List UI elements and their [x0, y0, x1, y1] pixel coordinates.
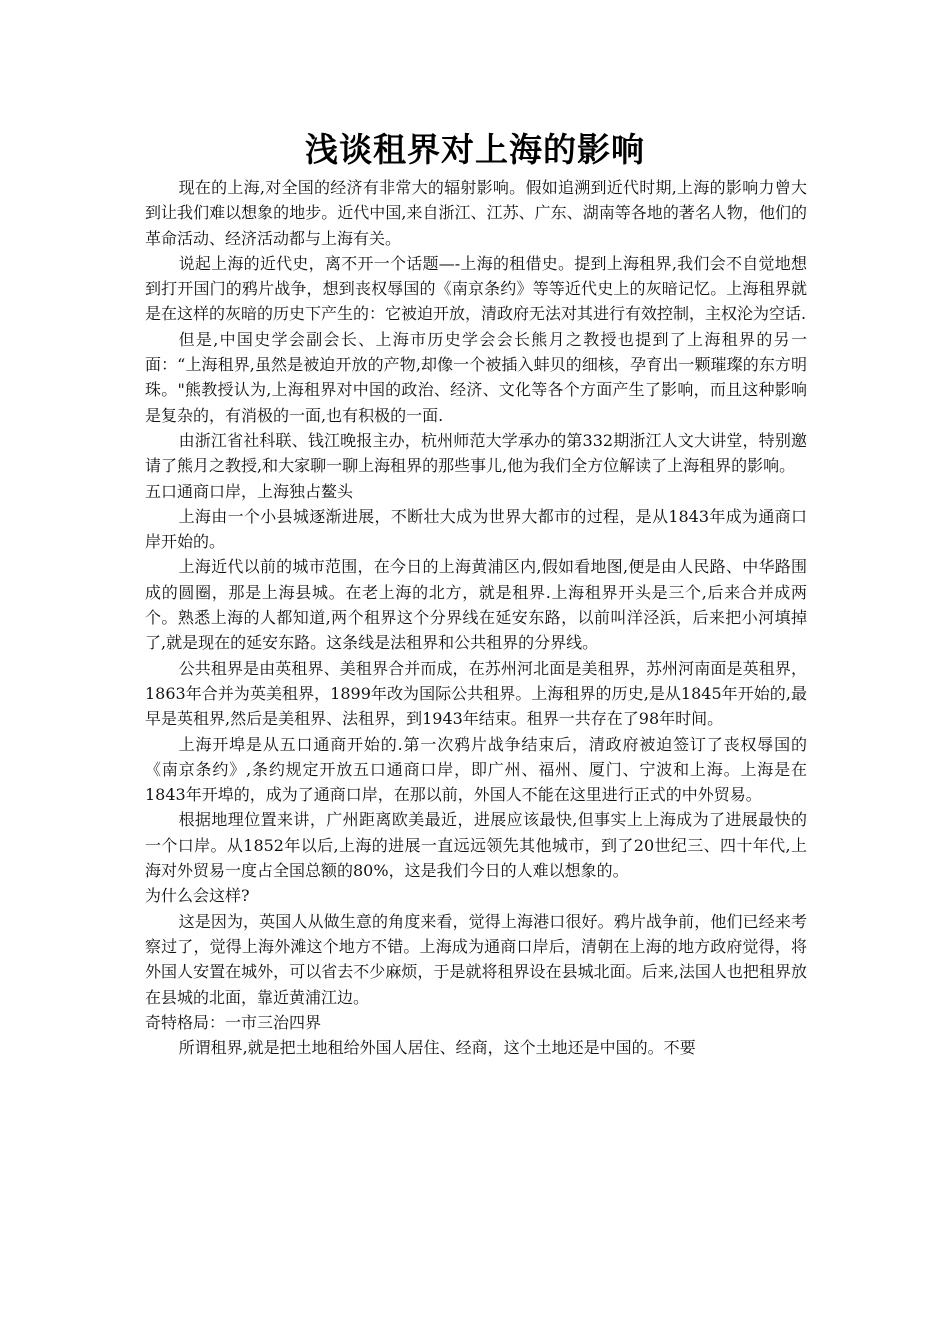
section-heading: 为什么会这样?	[145, 886, 250, 906]
paragraph: 上海开埠是从五口通商开始的.第一次鸦片战争结束后，清政府被迫签订了丧权辱国的《南京条约》,条约规定开放五口通商口岸，即广州、福州、厦门、宁波和上海。上海是在1843年开埠的，成为了通商口岸，在那以前，外国人不能在这里进行正式的中外贸易。	[145, 734, 807, 805]
paragraph: 上海近代以前的城市范围，在今日的上海黄浦区内,假如看地图,便是由人民路、中华路围成的圆圈，那是上海县城。在老上海的北方，就是租界.上海租界开头是三个,后来合并成两个。熟悉上海的人都知道,两个租界这个分界线在延安东路，以前叫洋泾浜，后来把小河填掉了,就是现在的延安东路。这条线是法租界和公共租界的分界线。	[145, 557, 807, 653]
paragraph: 根据地理位置来讲，广州距离欧美最近，进展应该最快,但事实上上海成为了进展最快的一个口岸。从1852年以后,上海的进展一直远远领先其他城市，到了20世纪三、四十年代,上海对外贸易一度占全国总额的80%，这是我们今日的人难以想象的。	[145, 810, 807, 881]
paragraph: 所谓租界,就是把土地租给外国人居住、经商，这个土地还是中国的。不要	[178, 1038, 696, 1058]
section-heading: 奇特格局：一市三治四界	[145, 1012, 322, 1032]
paragraph: 公共租界是由英租界、美租界合并而成，在苏州河北面是美租界，苏州河南面是英租界，1863年合并为英美租界，1899年改为国际公共租界。上海租界的历史,是从1845年开始的,最早是英租界,然后是美租界、法租界，到1943年结束。租界一共存在了98年时间。	[145, 658, 807, 729]
document-body	[145, 175, 807, 1060]
paragraph: 但是,中国史学会副会长、上海市历史学会会长熊月之教授也提到了上海租界的另一面：“上海租界,虽然是被迫开放的产物,却像一个被插入蚌贝的细核，孕育出一颗璀璨的东方明珠。"熊教授认为,上海租界对中国的政治、经济、文化等各个方面产生了影响，而且这种影响是复杂的，有消极的一面,也有积极的一面.	[145, 329, 807, 425]
document-title: 浅谈租界对上海的影响	[305, 130, 645, 169]
paragraph: 说起上海的近代史，离不开一个话题—-上海的租借史。提到上海租界,我们会不自觉地想到打开国门的鸦片战争，想到丧权辱国的《南京条约》等等近代史上的灰暗记忆。上海租界就是在这样的灰暗的历史下产生的：它被迫开放，清政府无法对其进行有效控制，主权沦为空话.	[145, 253, 807, 324]
paragraph: 上海由一个小县城逐渐进展，不断壮大成为世界大都市的过程，是从1843年成为通商口岸开始的。	[145, 506, 807, 552]
section-heading: 五口通商口岸，上海独占鳌头	[145, 481, 354, 501]
paragraph: 由浙江省社科联、钱江晚报主办，杭州师范大学承办的第332期浙江人文大讲堂，特别邀请了熊月之教授,和大家聊一聊上海租界的那些事儿,他为我们全方位解读了上海租界的影响。	[145, 430, 807, 476]
paragraph: 这是因为，英国人从做生意的角度来看，觉得上海港口很好。鸦片战争前，他们已经来考察过了，觉得上海外滩这个地方不错。上海成为通商口岸后，清朝在上海的地方政府觉得，将外国人安置在城外，可以省去不少麻烦，于是就将租界设在县城北面。后来,法国人也把租界放在县城的北面，靠近黄浦江边。	[145, 911, 807, 1007]
paragraph: 现在的上海,对全国的经济有非常大的辐射影响。假如追溯到近代时期,上海的影响力曾大到让我们难以想象的地步。近代中国,来自浙江、江苏、广东、湖南等各地的著名人物，他们的革命活动、经济活动都与上海有关。	[145, 178, 807, 248]
